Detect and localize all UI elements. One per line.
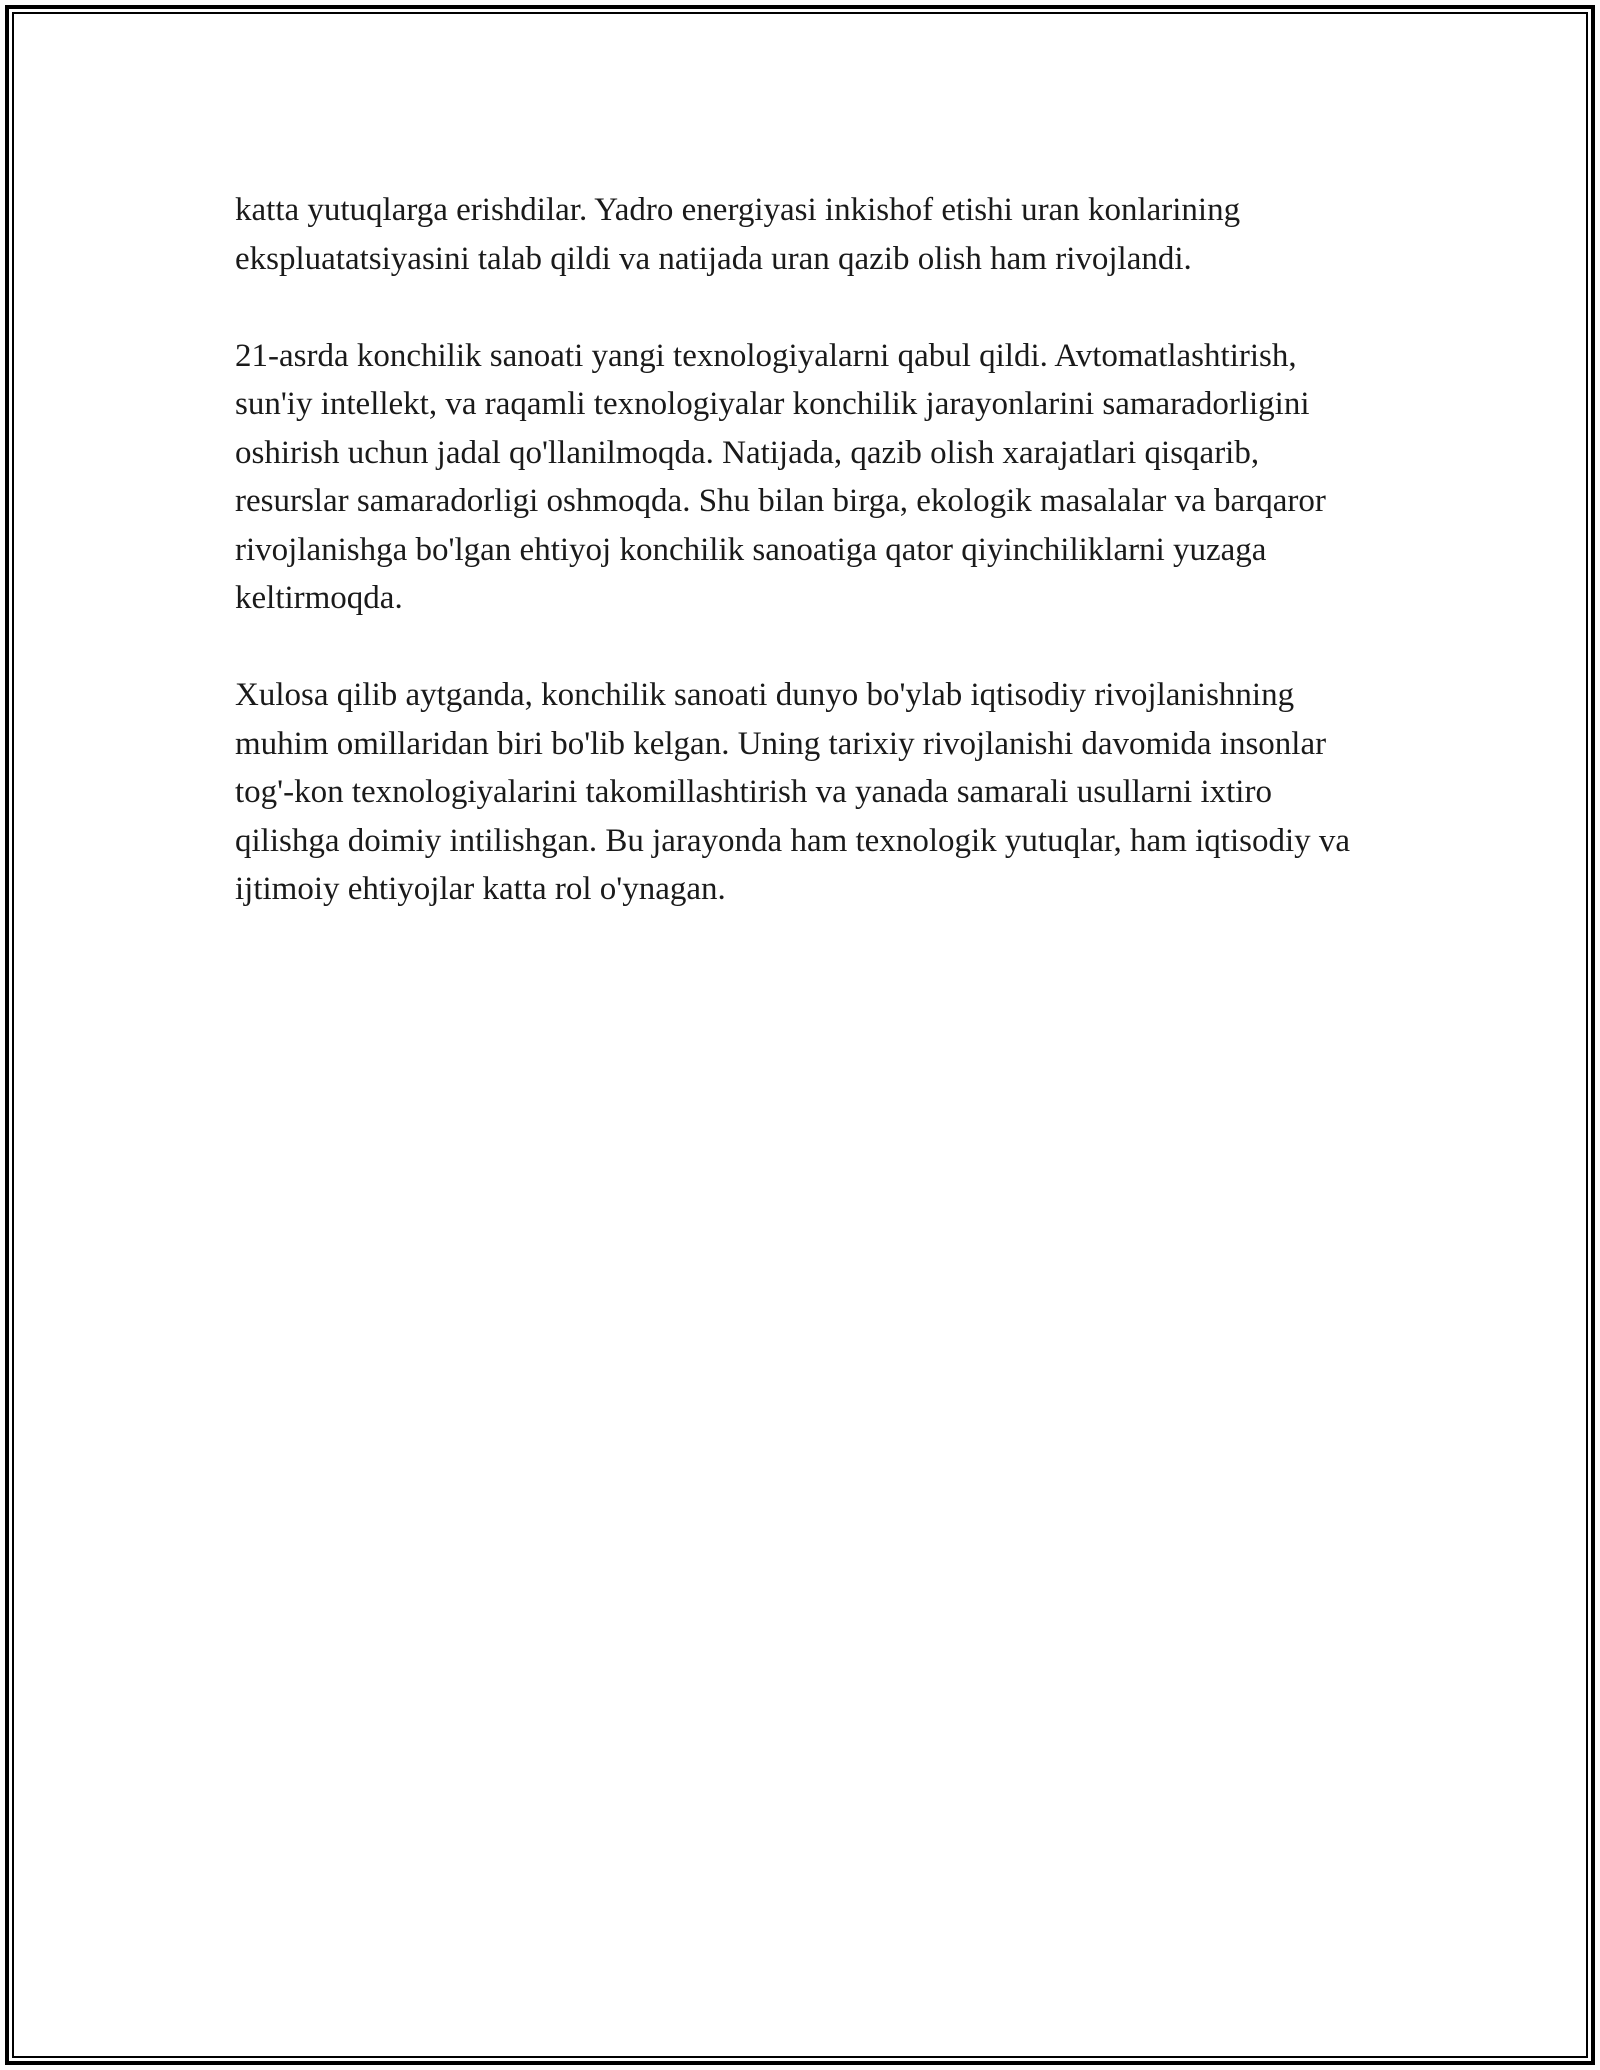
document-body <box>235 186 1375 914</box>
paragraph-2: 21-asrda konchilik sanoati yangi texnologiyalarni qabul qildi. Avtomatlashtirish, sun'iy intellekt, va raqamli texnologiyalar konchilik jarayonlarini samaradorligini oshirish uchun jadal qo'llanilmoqda. Natijada, qazib olish xarajatlari qisqarib, resurslar samaradorligi oshmoqda. Shu bilan birga, ekologik masalalar va barqaror rivojlanishga bo'lgan ehtiyoj konchilik sanoatiga qator qiyinchiliklarni yuzaga keltirmoqda. <box>235 337 1326 616</box>
paragraph-1: katta yutuqlarga erishdilar. Yadro energiyasi inkishof etishi uran konlarining ekspluatatsiyasini talab qildi va natijada uran qazib olish ham rivojlandi. <box>235 192 1241 277</box>
paragraph-3: Xulosa qilib aytganda, konchilik sanoati dunyo bo'ylab iqtisodiy rivojlanishning muhim omillaridan biri bo'lib kelgan. Uning tarixiy rivojlanishi davomida insonlar tog'-kon texnologiyalarini takomillashtirish va yanada samarali usullarni ixtiro qilishga doimiy intilishgan. Bu jarayonda ham texnologik yutuqlar, ham iqtisodiy va ijtimoiy ehtiyojlar katta rol o'ynagan. <box>235 677 1351 907</box>
